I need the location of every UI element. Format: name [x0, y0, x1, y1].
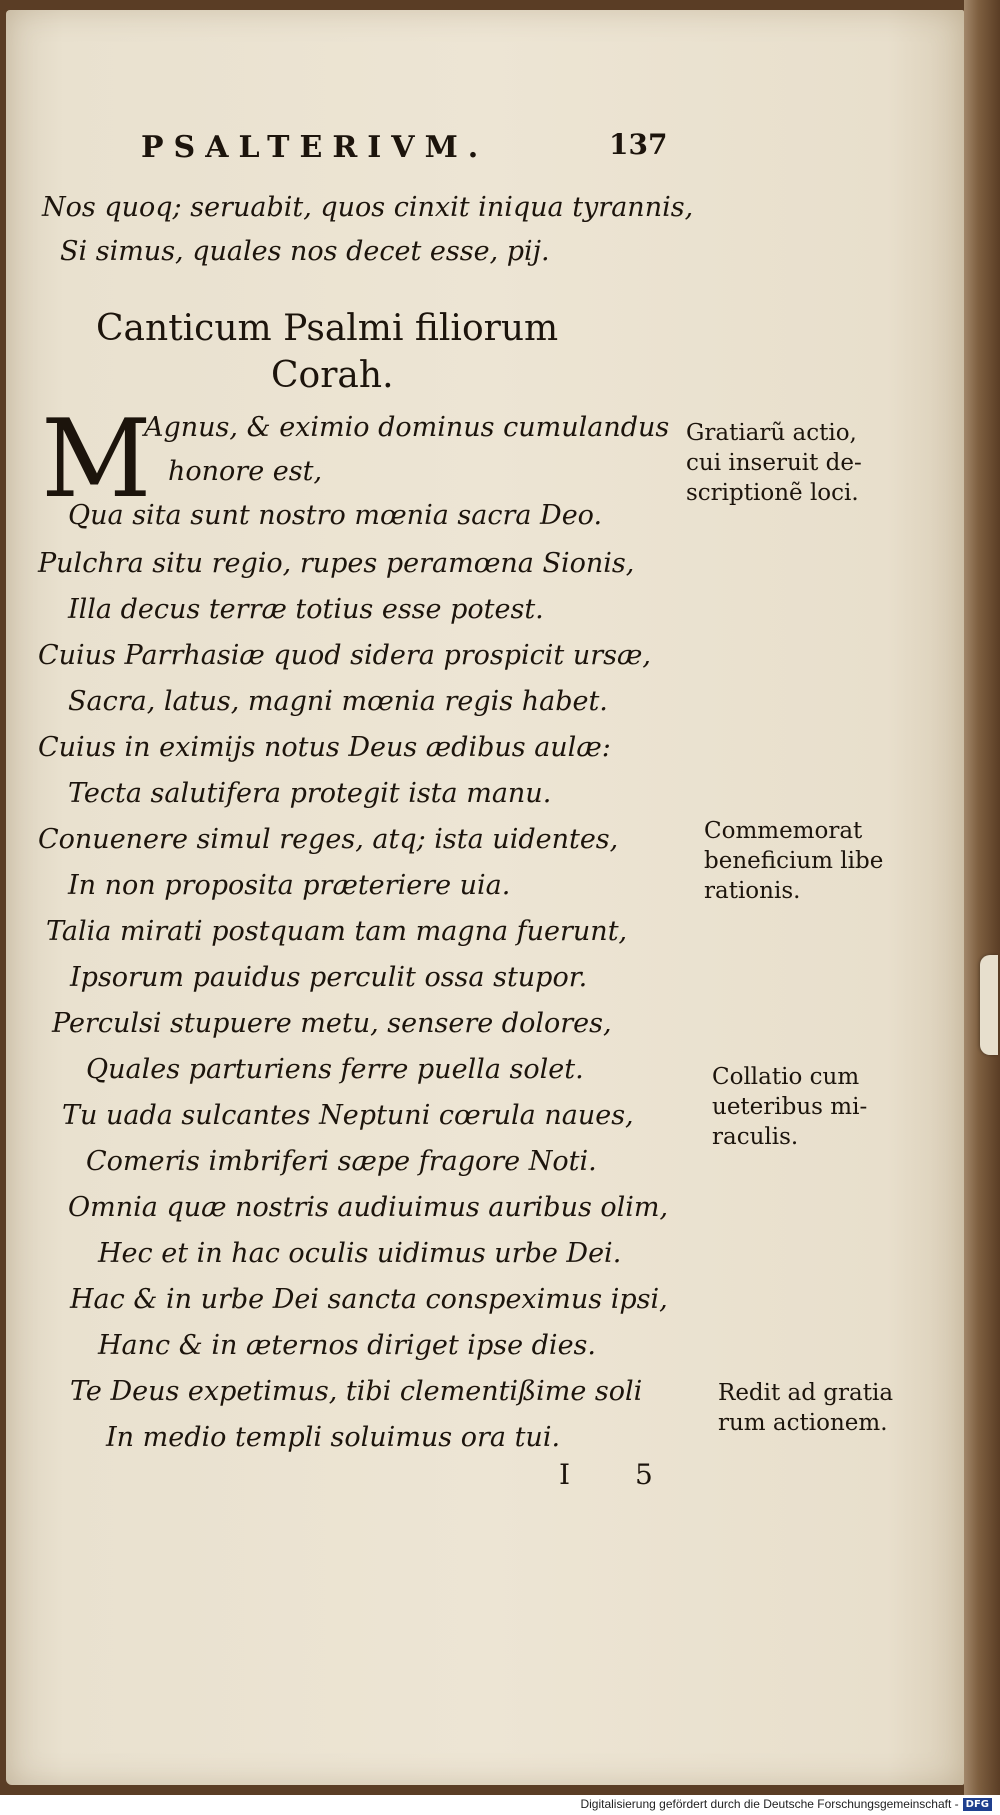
- poem-line: Cuius Parrhasiæ quod sidera prospicit ursæ,: [38, 640, 651, 671]
- margin-note: Commemorat beneficium libe rationis.: [704, 818, 884, 904]
- poem-line: Sacra, latus, magni mœnia regis habet.: [68, 686, 608, 717]
- poem-line: Quales parturiens ferre puella solet.: [86, 1054, 584, 1085]
- poem-line: Hanc & in æternos diriget ipse dies.: [98, 1330, 596, 1361]
- poem-line: Illa decus terræ totius esse potest.: [68, 594, 544, 625]
- poem-line: In non proposita præteriere uia.: [68, 870, 511, 901]
- poem-line: Conuenere simul reges, atq; ista uidentes,: [38, 824, 619, 855]
- poem-line: Hac & in urbe Dei sancta conspeximus ipsi,: [70, 1284, 668, 1315]
- poem-line: Hec et in hac oculis uidimus urbe Dei.: [98, 1238, 622, 1269]
- poem-line: Perculsi stupuere metu, sensere dolores,: [52, 1008, 612, 1039]
- poem-line: Cuius in eximijs notus Deus ædibus aulæ:: [38, 732, 611, 763]
- printer-signature: I 5: [559, 1458, 681, 1491]
- verse-line: Si simus, quales nos decet esse, pij.: [60, 236, 550, 267]
- section-heading: Canticum Psalmi filiorum: [96, 308, 559, 349]
- poem-line: Ipsorum pauidus perculit ossa stupor.: [70, 962, 588, 993]
- poem-line: honore est,: [168, 456, 323, 487]
- credit-text: Digitalisierung gefördert durch die Deutsche Forschungsgemeinschaft -: [580, 1797, 959, 1811]
- drop-cap: M: [41, 397, 152, 522]
- margin-note: Gratiarũ actio, cui inseruit de- scriptionẽ loci.: [686, 420, 862, 506]
- poem-line: Pulchra situ regio, rupes peramœna Sionis,: [38, 548, 635, 579]
- page-leaf: [6, 10, 964, 1785]
- page-edge: [964, 0, 1000, 1795]
- section-heading-continued: Corah.: [271, 355, 394, 396]
- poem-line: Comeris imbriferi sæpe fragore Noti.: [86, 1146, 597, 1177]
- page-number: 137: [609, 128, 668, 161]
- poem-line: Omnia quæ nostris audiuimus auribus olim,: [68, 1192, 669, 1223]
- digitization-credit: [580, 1795, 992, 1813]
- poem-line: In medio templi soluimus ora tui.: [106, 1422, 561, 1453]
- running-head: PSALTERIVM.: [141, 130, 489, 165]
- page-tab: [980, 955, 998, 1055]
- poem-line: Te Deus expetimus, tibi clementißime soli: [70, 1376, 643, 1407]
- poem-line: Talia mirati postquam tam magna fuerunt,: [46, 916, 628, 947]
- dfg-logo: DFG: [963, 1798, 992, 1811]
- poem-line: Qua sita sunt nostro mœnia sacra Deo.: [68, 500, 603, 531]
- verse-line: Nos quoq; seruabit, quos cinxit iniqua tyrannis,: [42, 192, 694, 223]
- margin-note: Redit ad gratia rum actionem.: [718, 1380, 894, 1436]
- poem-line: Agnus, & eximio dominus cumulandus: [144, 412, 670, 443]
- poem-line: Tecta salutifera protegit ista manu.: [68, 778, 552, 809]
- poem-line: Tu uada sulcantes Neptuni cœrula naues,: [62, 1100, 634, 1131]
- margin-note: Collatio cum ueteribus mi- raculis.: [712, 1064, 868, 1150]
